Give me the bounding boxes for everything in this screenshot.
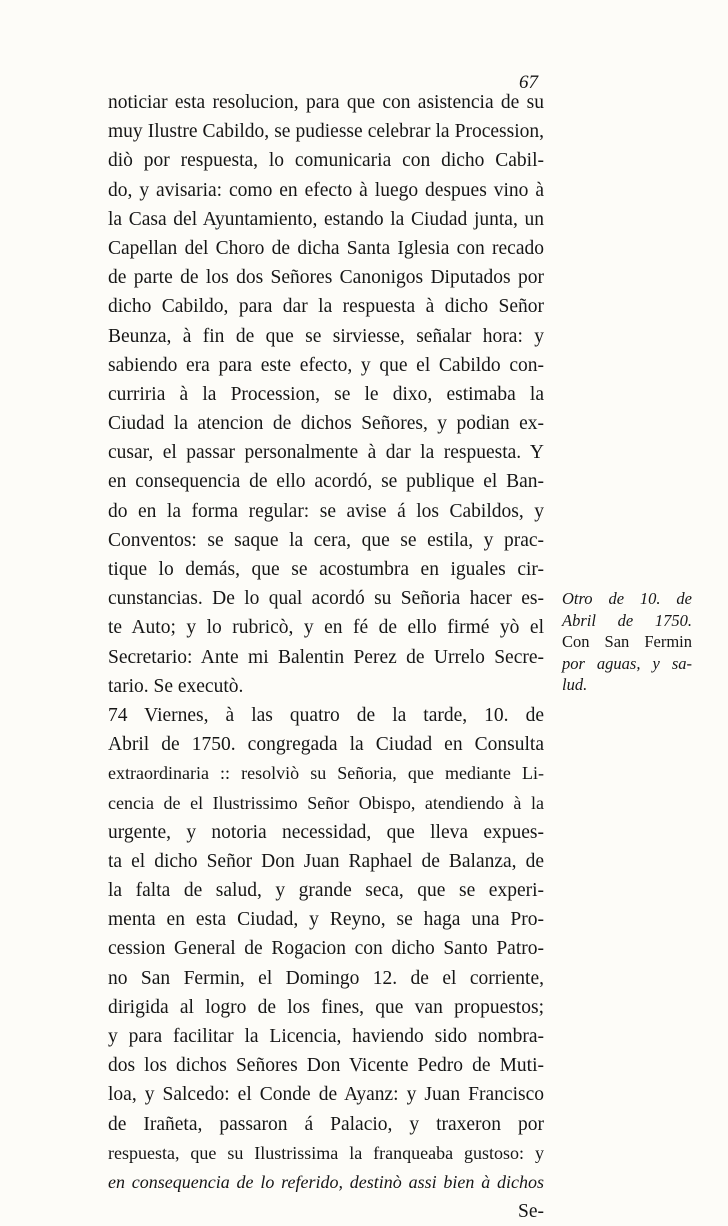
text-line: Capellan del Choro de dicha Santa Iglesia con recado [108,237,544,259]
margin-note-line: lud. [562,675,588,694]
text-line: ta el dicho Señor Don Juan Raphael de Balanza, de [108,850,544,872]
text-line: loa, y Salcedo: el Conde de Ayanz: y Juan Francisco [108,1084,544,1106]
text-line: cession General de Rogacion con dicho Santo Patro- [108,938,544,960]
text-line: menta en esta Ciudad, y Reyno, se haga una Pro- [108,909,544,931]
text-line: curriria à la Procession, se le dixo, estimaba la [108,383,544,405]
text-line: respuesta, que su Ilustrissima la franqueaba gustoso: y [108,1142,544,1163]
text-line: de parte de los dos Señores Canonigos Diputados por [108,267,544,289]
text-line: Beunza, à fin de que se sirviesse, señalar hora: y [108,325,544,347]
text-line: urgente, y notoria necessidad, que lleva expues- [108,821,544,843]
text-line: extraordinaria :: resolviò su Señoria, que mediante Li- [108,763,544,784]
text-line: tario. Se executò. [108,675,244,697]
margin-note [562,588,692,696]
text-line: te Auto; y lo rubricò, y en fé de ello firmé yò el [108,617,544,639]
text-line: en consequencia de lo referido, destinò assi bien à dichos [108,1171,544,1192]
paragraph-start-line: 74 Viernes, à las quatro de la tarde, 10. de [108,704,544,726]
text-line: Secretario: Ante mi Balentin Perez de Urrelo Secre- [108,646,544,668]
text-line: y para facilitar la Licencia, haviendo sido nombra- [108,1026,544,1047]
text-line: dirigida al logro de los fines, que van propuestos; [108,996,544,1018]
text-line: de Irañeta, passaron á Palacio, y traxeron por [108,1113,544,1135]
body-text [108,88,544,1226]
margin-note-line: Abril de 1750. [562,610,692,630]
margin-note-line: por aguas, y sa- [562,653,692,673]
text-line: diò por respuesta, lo comunicaria con dicho Cabil- [108,150,544,172]
text-line: dicho Cabildo, para dar la respuesta à dicho Señor [108,296,544,318]
text-line: cencia de el Ilustrissimo Señor Obispo, atendiendo à la [108,792,544,813]
text-line: Conventos: se saque la cera, que se estila, y prac- [108,529,544,551]
text-line: en consequencia de ello acordó, se publique el Ban- [108,471,544,493]
text-line: tique lo demás, que se acostumbra en iguales cir- [108,559,544,580]
text-line: do en la forma regular: se avise á los Cabildos, y [108,500,544,522]
text-line: dos los dichos Señores Don Vicente Pedro de Muti- [108,1055,544,1077]
text-line: noticiar esta resolucion, para que con asistencia de su [108,92,544,113]
text-line: sabiendo era para este efecto, y que el Cabildo con- [108,354,544,376]
catchword: Se- [518,1201,544,1223]
margin-note-line: Otro de 10. de [562,589,692,608]
text-line: cusar, el passar personalmente à dar la respuesta. Y [108,442,544,464]
text-line: muy Ilustre Cabildo, se pudiesse celebrar la Procession, [108,121,544,143]
text-line: la falta de salud, y grande seca, que se experi- [108,880,544,902]
text-line: cunstancias. De lo qual acordó su Señoria hacer es- [108,588,544,610]
text-line: Ciudad la atencion de dichos Señores, y podian ex- [108,413,544,435]
page-number: 67 [519,72,538,93]
text-line: Abril de 1750. congregada la Ciudad en Consulta [108,734,544,756]
text-line: la Casa del Ayuntamiento, estando la Ciudad junta, un [108,208,544,230]
margin-note-line: Con San Fermin [562,632,692,651]
text-line: no San Fermin, el Domingo 12. de el corriente, [108,967,544,989]
text-line: do, y avisaria: como en efecto à luego despues vino à [108,179,544,201]
